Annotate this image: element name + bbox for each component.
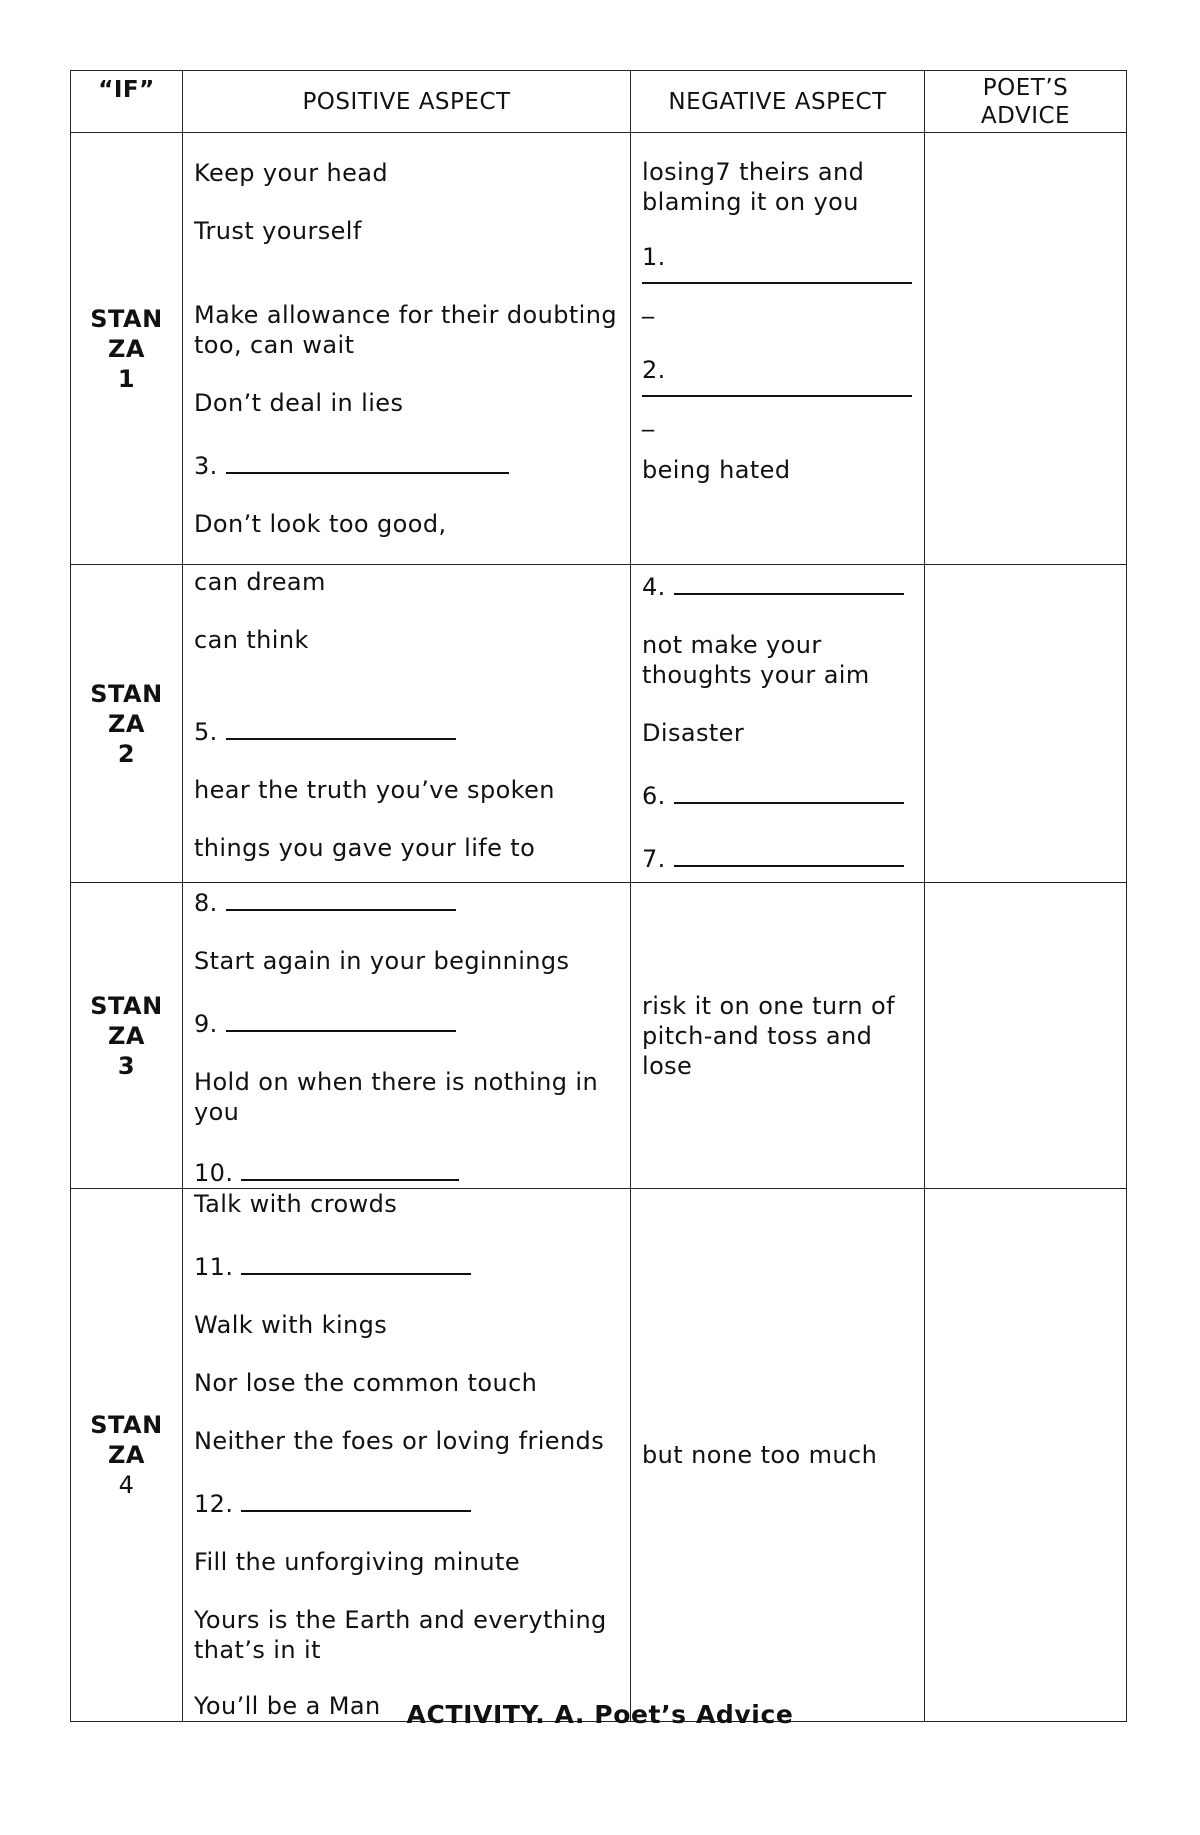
blank-item-3[interactable]: 3.	[194, 446, 620, 481]
answer-blank[interactable]	[674, 567, 904, 595]
stanza-row-1	[71, 133, 1127, 565]
blank-item-4[interactable]: 4.	[642, 567, 914, 602]
header-advice-line2: ADVICE	[980, 102, 1071, 129]
blank-item-2-label: 2.	[642, 356, 666, 384]
stanza-label-2	[71, 565, 183, 883]
answer-blank[interactable]	[226, 883, 456, 911]
advice-cell-1[interactable]	[925, 133, 1127, 565]
answer-blank[interactable]	[226, 446, 509, 474]
answer-blank[interactable]	[241, 1247, 471, 1275]
positive-cell-2	[183, 565, 631, 883]
stanza-label-part-b: ZA	[108, 1021, 145, 1050]
blank-underscore: _	[642, 291, 655, 319]
answer-blank-1[interactable]	[642, 282, 912, 284]
negative-line: being hated	[642, 456, 791, 484]
positive-line: can dream	[194, 568, 326, 596]
negative-line: not make your thoughts your aim	[642, 631, 870, 689]
negative-line: losing7 theirs and blaming it on you	[642, 158, 865, 216]
blank-underscore: _	[642, 404, 655, 432]
stanza-label-part-a: STAN	[90, 991, 163, 1020]
blank-item-1-label: 1.	[642, 243, 666, 271]
stanza-number: 1	[117, 364, 136, 393]
positive-cell-1	[183, 133, 631, 565]
positive-line: Neither the foes or loving friends	[194, 1427, 605, 1455]
positive-line: Start again in your beginnings	[194, 947, 570, 975]
positive-line: Hold on when there is nothing in you	[194, 1068, 599, 1126]
blank-item-9[interactable]: 9.	[194, 1004, 620, 1039]
header-if: “IF”	[71, 71, 183, 133]
stanza-label-part-b: ZA	[108, 1441, 145, 1469]
blank-item-10[interactable]: 10.	[194, 1153, 620, 1188]
stanza-label-part-a: STAN	[90, 1411, 163, 1439]
positive-line: Yours is the Earth and everything that’s in it	[194, 1606, 607, 1664]
answer-blank[interactable]	[674, 776, 904, 804]
blank-item-7[interactable]: 7.	[642, 839, 914, 874]
answer-blank-2[interactable]	[642, 395, 912, 397]
stanza-label-3	[71, 883, 183, 1189]
header-advice-line1: POET’S	[982, 74, 1069, 101]
advice-cell-2[interactable]	[925, 565, 1127, 883]
stanza-label-part-a: STAN	[90, 679, 163, 708]
stanza-label-1	[71, 133, 183, 565]
answer-blank[interactable]	[674, 839, 904, 867]
header-row	[71, 71, 1127, 133]
negative-line: Disaster	[642, 719, 745, 747]
stanza-row-2	[71, 565, 1127, 883]
answer-blank[interactable]	[226, 712, 456, 740]
positive-line: Trust yourself	[194, 217, 362, 245]
stanza-row-3	[71, 883, 1127, 1189]
stanza-label-part-b: ZA	[108, 334, 145, 363]
advice-cell-3[interactable]	[925, 883, 1127, 1189]
answer-blank[interactable]	[241, 1484, 471, 1512]
positive-line: You’ll be a Man	[194, 1692, 381, 1720]
positive-line: Nor lose the common touch	[194, 1369, 538, 1397]
positive-cell-3	[183, 883, 631, 1189]
stanza-number: 3	[117, 1051, 136, 1080]
positive-line: hear the truth you’ve spoken	[194, 776, 555, 804]
advice-cell-4[interactable]	[925, 1189, 1127, 1722]
positive-line: Don’t deal in lies	[194, 389, 404, 417]
negative-line: risk it on one turn of pitch-and toss and lose	[642, 991, 895, 1080]
positive-line: can think	[194, 626, 309, 654]
blank-item-5[interactable]: 5.	[194, 712, 620, 747]
positive-line: Walk with kings	[194, 1311, 388, 1339]
answer-blank[interactable]	[241, 1153, 459, 1181]
positive-line: things you gave your life to	[194, 834, 536, 862]
positive-line: Keep your head	[194, 159, 389, 187]
header-poets-advice	[925, 71, 1127, 133]
stanza-number: 2	[117, 739, 136, 768]
negative-cell-3	[631, 883, 925, 1189]
activity-table	[70, 70, 1127, 1722]
stanza-label-part-a: STAN	[90, 304, 163, 333]
stanza-label-part-b: ZA	[108, 709, 145, 738]
negative-cell-4	[631, 1189, 925, 1722]
negative-cell-1	[631, 133, 925, 565]
blank-item-8[interactable]: 8.	[194, 883, 620, 918]
stanza-row-4	[71, 1189, 1127, 1722]
stanza-number: 4	[118, 1471, 135, 1499]
blank-item-12[interactable]: 12.	[194, 1484, 620, 1519]
positive-cell-4	[183, 1189, 631, 1722]
positive-line: Don’t look too good,	[194, 510, 447, 538]
header-negative-aspect: NEGATIVE ASPECT	[631, 71, 925, 133]
answer-blank[interactable]	[226, 1004, 456, 1032]
positive-line: Fill the unforgiving minute	[194, 1548, 520, 1576]
header-positive-aspect: POSITIVE ASPECT	[183, 71, 631, 133]
blank-item-6[interactable]: 6.	[642, 776, 914, 811]
stanza-label-4	[71, 1189, 183, 1722]
positive-line: Talk with crowds	[194, 1190, 398, 1218]
negative-cell-2	[631, 565, 925, 883]
blank-item-11[interactable]: 11.	[194, 1247, 620, 1282]
positive-line: Make allowance for their doubting too, can wait	[194, 301, 617, 359]
negative-line: but none too much	[642, 1441, 878, 1469]
activity-caption: ACTIVITY. A. Poet’s Advice	[406, 1700, 794, 1729]
